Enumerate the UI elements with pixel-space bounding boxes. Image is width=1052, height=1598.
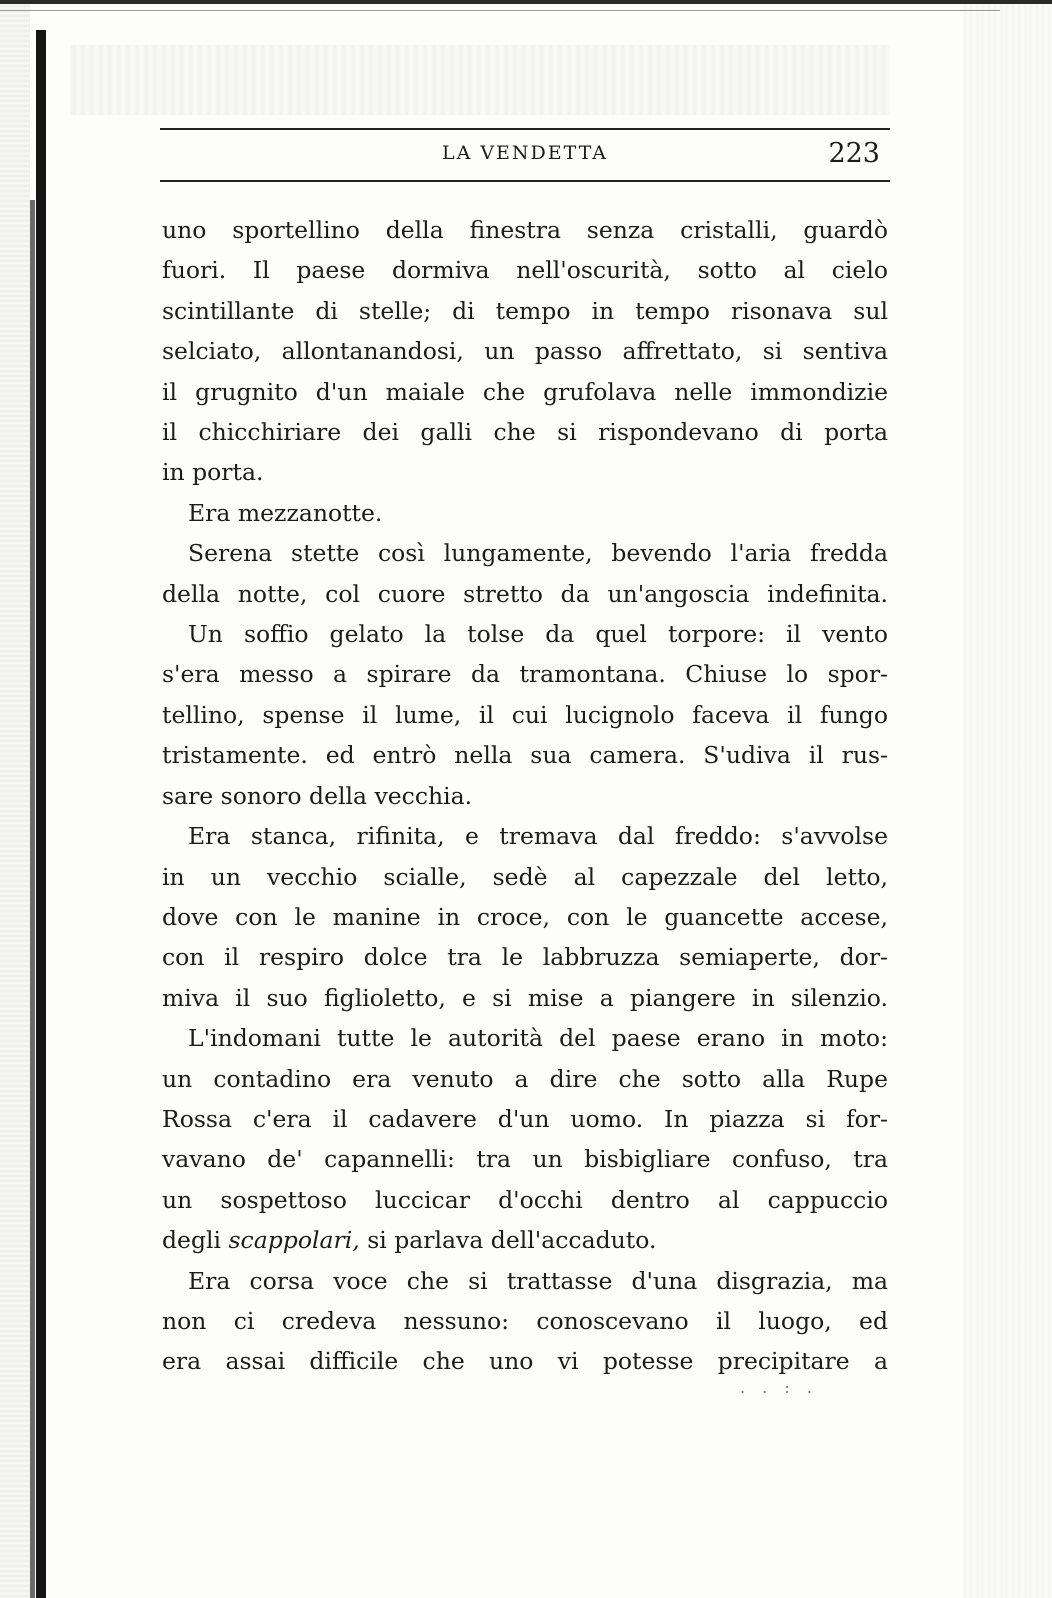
- text-line: della notte, col cuore stretto da un'angoscia indefinita.: [162, 579, 888, 608]
- text-line: un sospettoso luccicar d'occhi dentro al cappuccio: [162, 1185, 888, 1214]
- scan-top-line: [0, 10, 1000, 11]
- paragraph: [162, 533, 888, 614]
- text-line: miva il suo figlioletto, e si mise a piangere in silenzio.: [162, 983, 888, 1012]
- text-line: il chicchiriare dei galli che si rispondevano di porta: [162, 418, 888, 447]
- text-line: vavano de' capannelli: tra un bisbigliare confuso, tra: [162, 1145, 888, 1174]
- scan-noise-left: [0, 0, 30, 1598]
- text-line: tristamente. ed entrò nella sua camera. S'udiva il rus-: [162, 741, 888, 770]
- running-title: LA VENDETTA: [441, 142, 609, 164]
- scan-noise-right: [962, 0, 1052, 1598]
- paragraph: [162, 1261, 888, 1382]
- paragraph: [162, 493, 888, 533]
- text-fragment: si parlava dell'accaduto.: [359, 1226, 657, 1255]
- text-line: Era mezzanotte.: [188, 498, 383, 527]
- text-line: tellino, spense il lume, il cui lucignolo faceva il fungo: [162, 700, 888, 729]
- text-line: in porta.: [162, 458, 264, 487]
- text-line: dove con le manine in croce, con le guancette accese,: [162, 902, 888, 931]
- header-rule-bottom: [160, 180, 890, 182]
- page-number: 223: [828, 138, 880, 169]
- header-rule-top: [160, 128, 890, 130]
- italic-word: scappolari,: [228, 1226, 360, 1255]
- text-line: scintillante di stelle; di tempo in tempo risonava sul: [162, 296, 888, 325]
- body-text: [162, 210, 888, 1382]
- book-spine-shadow: [30, 200, 35, 1598]
- text-line: il grugnito d'un maiale che grufolava nelle immondizie: [162, 377, 888, 406]
- text-line: selciato, allontanandosi, un passo affrettato, si sentiva: [162, 337, 888, 366]
- text-line: L'indomani tutte le autorità del paese erano in moto:: [188, 1024, 888, 1053]
- paragraph: [162, 816, 888, 1018]
- text-line: sare sonoro della vecchia.: [162, 781, 473, 810]
- book-spine: [36, 30, 46, 1598]
- text-line: Rossa c'era il cadavere d'un uomo. In piazza si for-: [162, 1104, 888, 1133]
- text-line: Era stanca, rifinita, e tremava dal freddo: s'avvolse: [188, 822, 888, 851]
- text-line: non ci credeva nessuno: conoscevano il luogo, ed: [162, 1306, 888, 1335]
- scan-dots: . . : .: [740, 1378, 818, 1397]
- text-line: Serena stette così lungamente, bevendo l'aria fredda: [188, 539, 888, 568]
- text-line: fuori. Il paese dormiva nell'oscurità, sotto al cielo: [162, 256, 888, 285]
- paragraph: [162, 614, 888, 816]
- paragraph: [162, 1018, 888, 1260]
- paragraph: [162, 210, 888, 493]
- text-line: era assai difficile che uno vi potesse precipitare a: [162, 1347, 888, 1376]
- text-fragment: degli: [162, 1226, 229, 1255]
- text-line: s'era messo a spirare da tramontana. Chiuse lo spor-: [162, 660, 888, 689]
- text-line: [162, 1220, 888, 1260]
- text-line: Un soffio gelato la tolse da quel torpore: il vento: [188, 620, 888, 649]
- text-line: un contadino era venuto a dire che sotto alla Rupe: [162, 1064, 888, 1093]
- scan-top-edge: [0, 0, 1052, 4]
- text-line: in un vecchio scialle, sedè al capezzale del letto,: [162, 862, 888, 891]
- text-line: con il respiro dolce tra le labbruzza semiaperte, dor-: [162, 943, 888, 972]
- text-line: Era corsa voce che si trattasse d'una disgrazia, ma: [188, 1266, 888, 1295]
- text-line: uno sportellino della finestra senza cristalli, guardò: [162, 216, 888, 244]
- scan-smudge: [70, 45, 890, 115]
